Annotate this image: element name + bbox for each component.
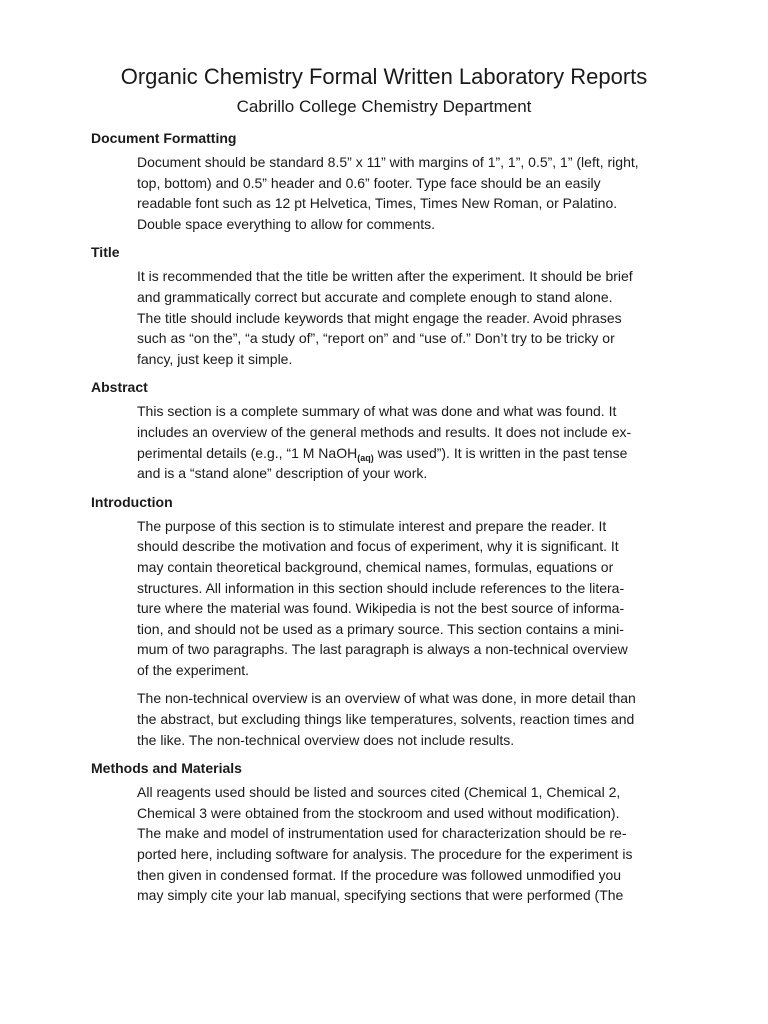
section-document-formatting xyxy=(91,128,681,234)
text-line: should describe the motivation and focus of experiment, why it is significant. It xyxy=(137,538,619,555)
text-line: and grammatically correct but accurate and complete enough to stand alone. xyxy=(137,288,613,305)
text-line: All reagents used should be listed and sources cited (Chemical 1, Chemical 2, xyxy=(137,784,621,801)
aqueous-subscript: (aq) xyxy=(357,452,374,463)
text-line: the like. The non-technical overview does not include results. xyxy=(137,731,515,748)
section-heading: Title xyxy=(91,244,120,261)
document-title: Organic Chemistry Formal Written Laboratory Reports xyxy=(120,64,648,89)
text-line: top, bottom) and 0.5” header and 0.6” footer. Type face should be an easily xyxy=(137,174,601,191)
document-subtitle: Cabrillo College Chemistry Department xyxy=(236,97,532,116)
paragraph xyxy=(137,401,669,483)
text-line: mum of two paragraphs. The last paragraph is always a non-technical overview xyxy=(137,641,628,658)
section-heading: Methods and Materials xyxy=(91,760,242,777)
text-line: such as “on the”, “a study of”, “report on” and “use of.” Don’t try to be tricky or xyxy=(137,330,615,347)
paragraph xyxy=(137,516,669,681)
text-line: Document should be standard 8.5” x 11” with margins of 1”, 1”, 0.5”, 1” (left, right, xyxy=(137,154,639,170)
paragraph xyxy=(137,782,669,906)
text-line: of the experiment. xyxy=(137,661,250,678)
document-body xyxy=(91,128,681,914)
section-heading: Introduction xyxy=(91,493,173,510)
text-line: fancy, just keep it simple. xyxy=(137,350,293,367)
text-line: Double space everything to allow for comments. xyxy=(137,215,436,232)
text-line: The non-technical overview is an overview of what was done, in more detail than xyxy=(137,690,636,707)
text-line: may simply cite your lab manual, specifying sections that were performed (The xyxy=(137,887,624,904)
text-line: readable font such as 12 pt Helvetica, Times, Times New Roman, or Palatino. xyxy=(137,195,618,212)
text-line: may contain theoretical background, chemical names, formulas, equations or xyxy=(137,558,614,575)
text-line: The title should include keywords that might engage the reader. Avoid phrases xyxy=(137,309,622,326)
text-line: and is a “stand alone” description of your work. xyxy=(137,465,428,482)
text-line: the abstract, but excluding things like temperatures, solvents, reaction times and xyxy=(137,711,635,728)
text-line-end: was used”). It is written in the past tense xyxy=(373,444,628,461)
paragraph xyxy=(137,152,669,234)
section-methods-and-materials xyxy=(91,758,681,906)
text-line: ported here, including software for analysis. The procedure for the experiment is xyxy=(137,846,633,863)
text-line: then given in condensed format. If the procedure was followed unmodified you xyxy=(137,866,622,883)
text-line: includes an overview of the general methods and results. It does not include ex- xyxy=(137,423,632,440)
text-line: The purpose of this section is to stimulate interest and prepare the reader. It xyxy=(137,517,607,534)
text-line: The make and model of instrumentation used for characterization should be re- xyxy=(137,825,627,842)
paragraph xyxy=(137,688,669,750)
text-line: structures. All information in this section should include references to the litera- xyxy=(137,579,625,596)
section-heading: Document Formatting xyxy=(91,130,237,146)
section-abstract xyxy=(91,377,681,483)
section-title xyxy=(91,242,681,369)
text-line: tion, and should not be used as a primary source. This section contains a mini- xyxy=(137,620,624,637)
text-line: Chemical 3 were obtained from the stockroom and used without modification). xyxy=(137,804,620,821)
text-line: ture where the material was found. Wikipedia is not the best source of informa- xyxy=(137,600,625,617)
section-heading: Abstract xyxy=(91,379,148,396)
text-line: This section is a complete summary of what was done and what was found. It xyxy=(137,403,617,420)
text-line: It is recommended that the title be written after the experiment. It should be brief xyxy=(137,268,633,285)
text-line xyxy=(137,443,669,464)
section-introduction xyxy=(91,492,681,751)
text-line-start: perimental details (e.g., “1 M NaOH xyxy=(137,444,358,461)
paragraph xyxy=(137,266,669,369)
